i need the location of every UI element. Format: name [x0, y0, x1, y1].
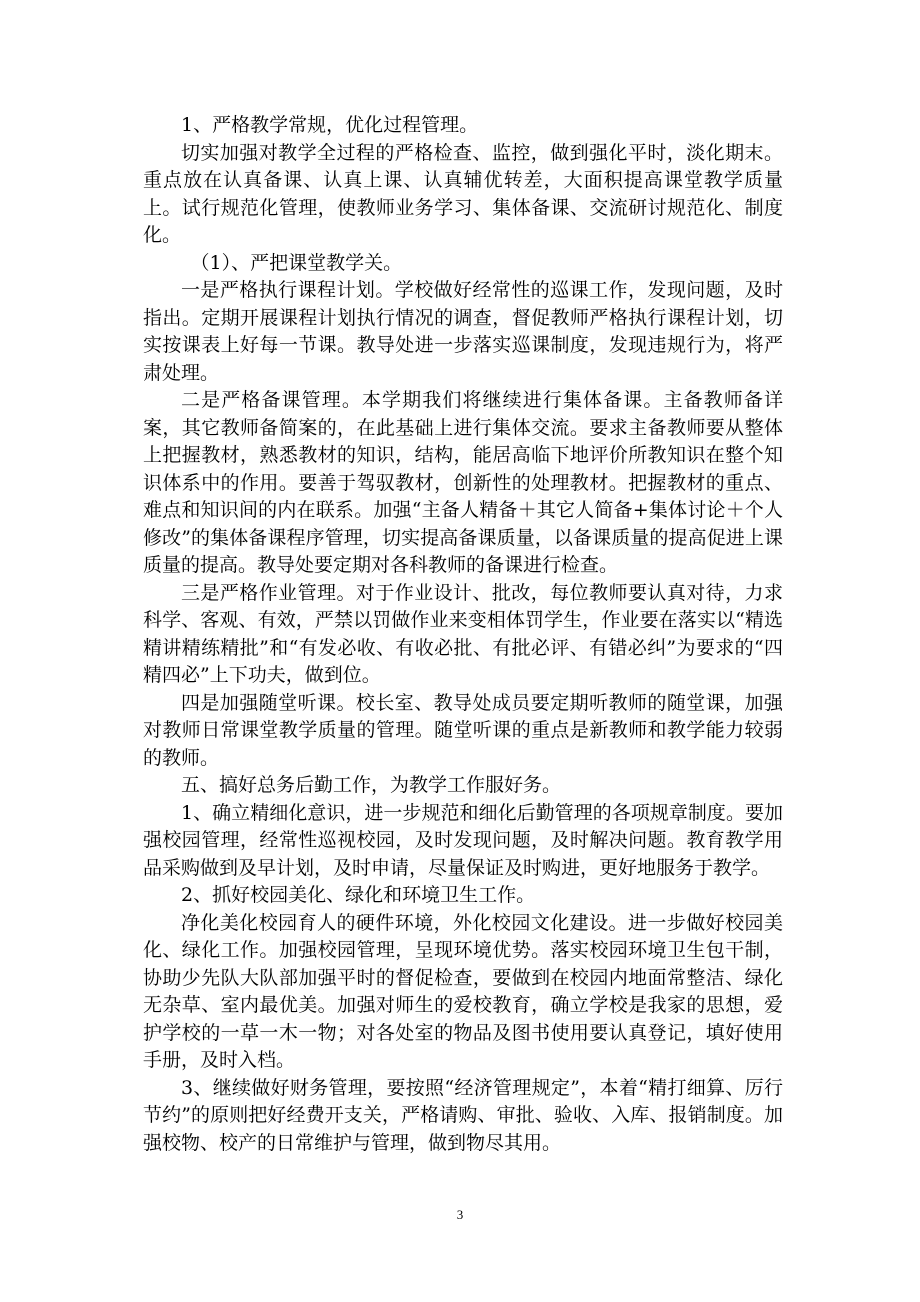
paragraph: 四是加强随堂听课。校长室、教导处成员要定期听教师的随堂课，加强对教师日常课堂教学质量的管理。随堂听课的重点是新教师和教学能力较弱的教师。	[143, 691, 783, 769]
paragraph: 净化美化校园育人的硬件环境，外化校园文化建设。进一步做好校园美化、绿化工作。加强校园管理，呈现环境优势。落实校园环境卫生包干制，协助少先队大队部加强平时的督促检查，要做到在校园内地面常整洁、绿化无杂草、室内最优美。加强对师生的爱校教育，确立学校是我家的思想，爱护学校的一草一木一物；对各处室的物品及图书使用要认真登记，填好使用手册，及时入档。	[143, 911, 783, 1071]
paragraph: 1、确立精细化意识，进一步规范和细化后勤管理的各项规章制度。要加强校园管理，经常性巡视校园，及时发现问题，及时解决问题。教育教学用品采购做到及早计划，及时申请，尽量保证及时购进，更好地服务于教学。	[143, 801, 783, 879]
paragraph: 一是严格执行课程计划。学校做好经常性的巡课工作，发现问题，及时指出。定期开展课程计划执行情况的调查，督促教师严格执行课程计划，切实按课表上好每一节课。教导处进一步落实巡课制度，发现违规行为，将严肃处理。	[143, 279, 783, 384]
paragraph: 二是严格备课管理。本学期我们将继续进行集体备课。主备教师备详案，其它教师备简案的，在此基础上进行集体交流。要求主备教师要从整体上把握教材，熟悉教材的知识，结构，能居高临下地评价所教知识在整个知识体系中的作用。要善于驾驭教材，创新性的处理教材。把握教材的重点、难点和知识间的内在联系。加强“主备人精备＋其它人简备+集体讨论＋个人修改”的集体备课程序管理，切实提高备课质量，以备课质量的提高促进上课质量的提高。教导处要定期对各科教师的备课进行检查。	[143, 389, 783, 576]
paragraph-section-heading: 五、搞好总务后勤工作，为教学工作服好务。	[181, 774, 562, 796]
paragraph-subheading: （1）、严把课堂教学关。	[190, 251, 403, 274]
paragraph: 切实加强对教学全过程的严格检查、监控，做到强化平时，淡化期末。重点放在认真备课、认真上课、认真辅优转差，大面积提高课堂教学质量上。试行规范化管理，使教师业务学习、集体备课、交流研讨规范化、制度化。	[143, 141, 783, 246]
paragraph-heading-2: 2、抓好校园美化、绿化和环境卫生工作。	[181, 884, 536, 906]
document-body	[143, 112, 783, 1157]
page-number: 3	[456, 1207, 464, 1222]
paragraph-heading-1: 1、严格教学常规，优化过程管理。	[181, 114, 479, 136]
paragraph: 3、继续做好财务管理，要按照“经济管理规定”，本着“精打细算、厉行节约”的原则把好经费开支关，严格请购、审批、验收、入库、报销制度。加强校物、校产的日常维护与管理，做到物尽其用。	[143, 1076, 783, 1154]
paragraph: 三是严格作业管理。对于作业设计、批改，每位教师要认真对待，力求科学、客观、有效，严禁以罚做作业来变相体罚学生，作业要在落实以“精选精讲精练精批”和“有发必收、有收必批、有批必评、有错必纠”为要求的“四精四必”上下功夫，做到位。	[143, 581, 783, 686]
